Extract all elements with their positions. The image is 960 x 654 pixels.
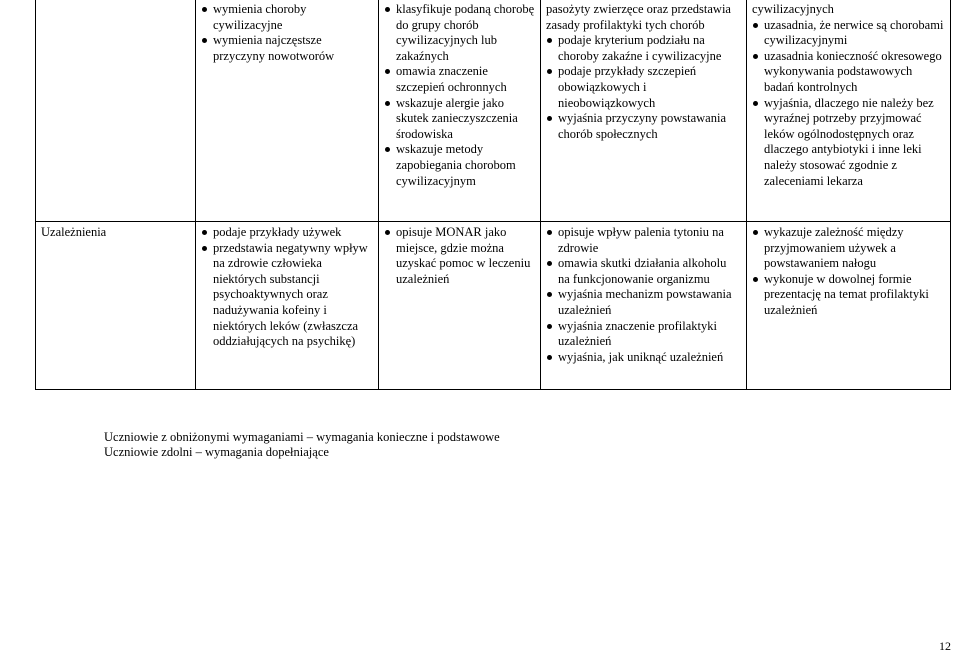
bullet-icon [202,38,207,43]
requirements-list [201,225,373,350]
bullet-icon [385,7,390,12]
bullet-icon [385,147,390,152]
list-item-text: pasożyty zwierzęce oraz przedstawia zasady profilaktyki tych chorób [546,2,731,32]
table-row [36,222,951,390]
list-item [546,287,741,318]
list-item-text: opisuje wpływ palenia tytoniu na zdrowie [558,225,724,255]
list-item-text: wykonuje w dowolnej formie prezentację na temat profilaktyki uzależnień [764,271,929,317]
requirements-list [752,2,945,189]
list-item [546,225,741,256]
requirements-list [384,225,535,287]
list-item [752,2,945,18]
list-item [546,319,741,350]
bullet-icon [547,324,552,329]
list-item [752,225,945,272]
list-item [384,64,535,95]
list-item [752,96,945,190]
bullet-icon [753,101,758,106]
list-item-text: wskazuje alergie jako skutek zanieczyszczenia środowiska [396,95,518,141]
requirements-cell [747,222,951,390]
list-item-text: podaje przykłady używek [213,225,342,239]
list-item-text: uzasadnia, że nerwice są chorobami cywilizacyjnymi [764,17,944,48]
bullet-icon [202,246,207,251]
requirements-list [384,2,535,189]
requirements-table [35,0,951,390]
list-item [201,33,373,64]
list-item-text: wyjaśnia, jak uniknąć uzależnień [558,349,724,364]
list-item [546,33,741,64]
list-item [752,272,945,319]
category-cell: Uzależnienia [36,222,196,390]
bullet-icon [547,69,552,74]
list-item [384,142,535,189]
bullet-icon [753,23,758,28]
bullet-icon [547,261,552,266]
bullet-icon [385,69,390,74]
legend-line: Uczniowie z obniżonymi wymaganiami – wymagania konieczne i podstawowe [104,430,500,444]
requirements-cell [541,222,747,390]
requirements-list [201,2,373,64]
list-item [546,256,741,287]
bullet-icon [547,355,552,360]
list-item-text: wyjaśnia przyczyny powstawania chorób społecznych [558,111,726,141]
list-item-text: podaje kryterium podziału na choroby zakaźne i cywilizacyjne [558,33,722,63]
bullet-icon [547,230,552,235]
category-cell [36,0,196,222]
bullet-icon [202,230,207,235]
list-item [752,49,945,96]
list-item-text: wskazuje metody zapobiegania chorobom cywilizacyjnym [396,142,516,188]
bullet-icon [753,277,758,282]
list-item-text: wyjaśnia mechanizm powstawania uzależnień [558,287,732,317]
requirements-list [546,2,741,142]
bullet-icon [547,292,552,297]
requirements-list [546,225,741,365]
list-item [201,2,373,33]
list-item [201,241,373,350]
bullet-icon [385,101,390,106]
requirements-cell [379,222,541,390]
list-item-text: klasyfikuje podaną chorobę do grupy chorób cywilizacyjnych lub zakaźnych [396,2,535,63]
page-number: 12 [939,639,951,653]
list-item [384,96,535,143]
table-row [36,0,951,222]
list-item-text: cywilizacyjnych [752,2,834,16]
list-item [546,64,741,111]
list-item-text: omawia skutki działania alkoholu na funkcjonowanie organizmu [558,256,727,286]
list-item-text: uzasadnia konieczność okresowego wykonywania podstawowych badań kontrolnych [764,48,942,94]
bullet-icon [202,7,207,12]
requirements-cell [379,0,541,222]
list-item [546,350,741,366]
bullet-icon [385,230,390,235]
list-item [384,225,535,287]
bullet-icon [547,38,552,43]
list-item-text: wykazuje zależność między przyjmowaniem używek a powstawaniem nałogu [764,225,904,271]
bullet-icon [753,230,758,235]
list-item-text: opisuje MONAR jako miejsce, gdzie można uzyskać pomoc w leczeniu uzależnień [396,225,531,286]
requirements-list [752,225,945,319]
requirements-cell [747,0,951,222]
legend-line: Uczniowie zdolni – wymagania dopełniające [104,445,329,459]
list-item-text: wyjaśnia, dlaczego nie należy bez wyraźnej potrzeby przyjmować leków ogólnodostępnych oraz dlaczego antybiotyki i inne leki należy stosować zgodnie z zaleceniami lekarza [764,95,934,188]
list-item [752,18,945,49]
bullet-icon [547,116,552,121]
list-item [384,2,535,64]
list-item-text: wymienia najczęstsze przyczyny nowotworów [213,33,335,63]
legend [104,430,500,460]
requirements-cell [196,222,379,390]
requirements-cell [541,0,747,222]
list-item-text: podaje przykłady szczepień obowiązkowych i nieobowiązkowych [558,64,697,110]
list-item-text: przedstawia negatywny wpływ na zdrowie człowieka niektórych substancji psychoaktywnych oraz nadużywania kofeiny i niektórych leków (zwłaszcza oddziałujących na psychikę) [213,240,368,349]
list-item-text: wyjaśnia znaczenie profilaktyki uzależnień [558,318,717,349]
requirements-cell [196,0,379,222]
list-item [201,225,373,241]
list-item [546,2,741,33]
list-item-text: omawia znaczenie szczepień ochronnych [396,64,507,94]
list-item-text: wymienia choroby cywilizacyjne [213,2,307,32]
list-item [546,111,741,142]
bullet-icon [753,54,758,59]
